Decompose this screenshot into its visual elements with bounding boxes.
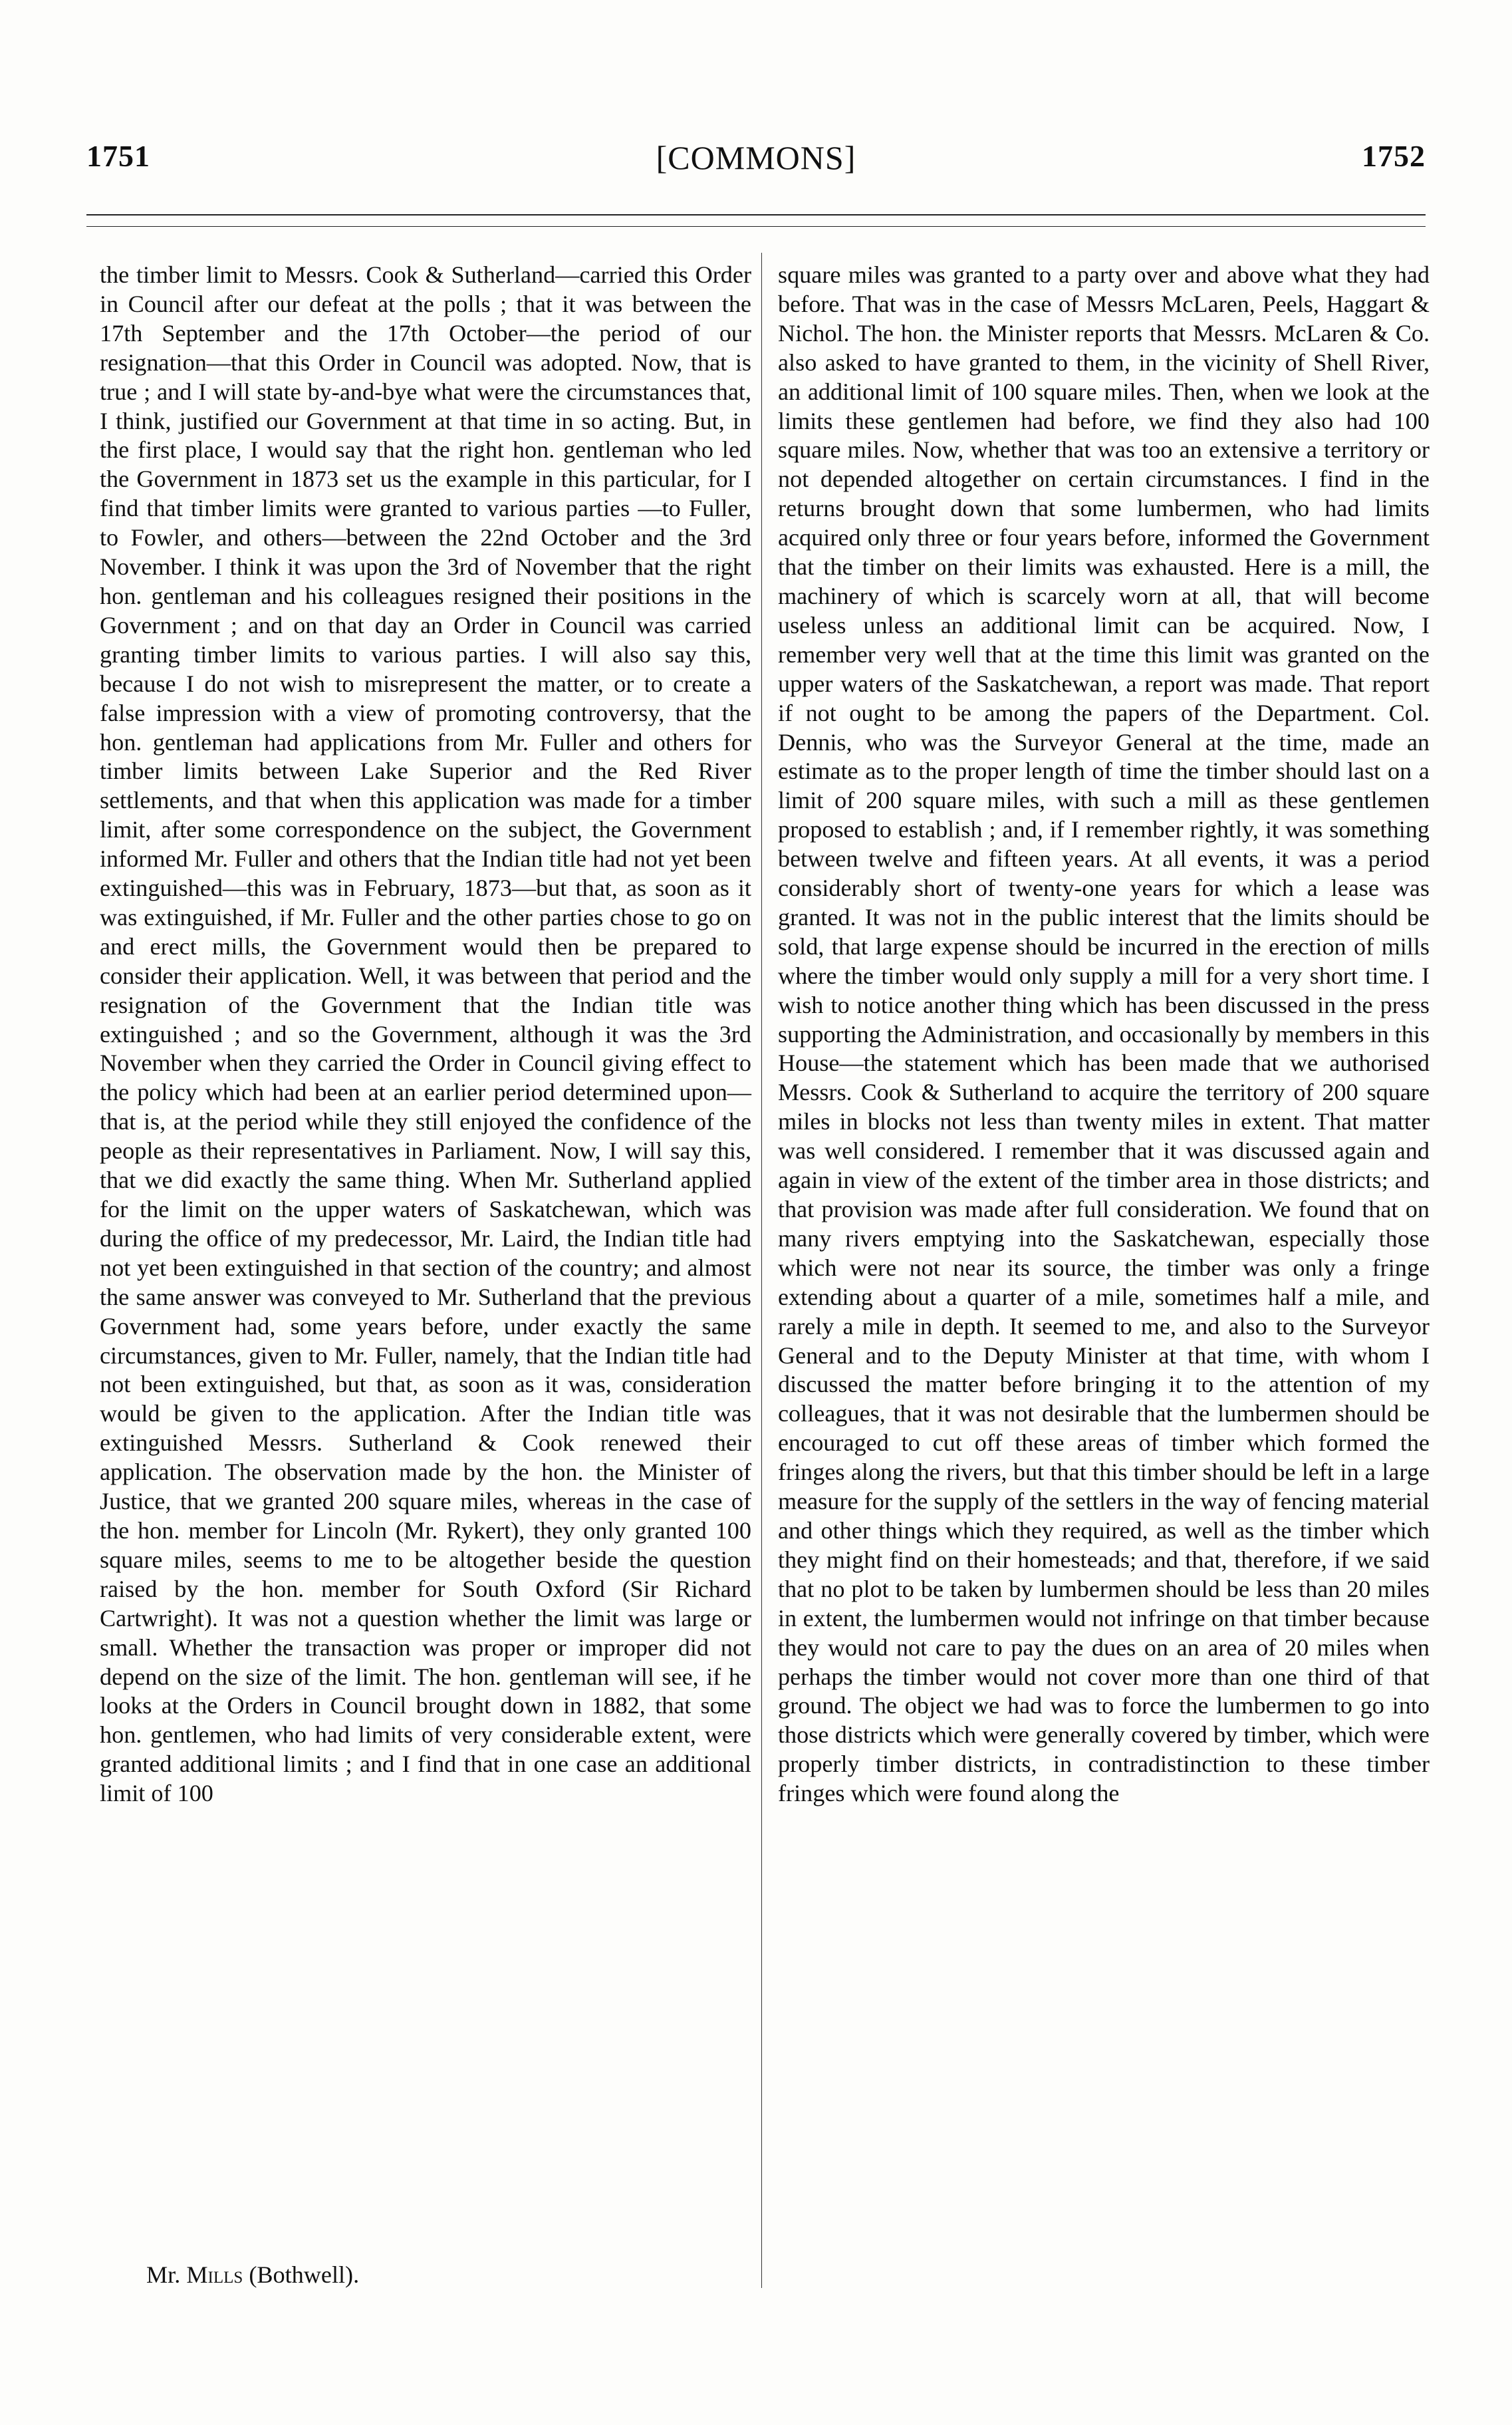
speaker-prefix: Mr. xyxy=(146,2261,181,2288)
section-title: [COMMONS] xyxy=(656,139,856,176)
speaker-constituency: (Bothwell). xyxy=(249,2261,360,2288)
left-column xyxy=(100,261,751,1808)
column-divider xyxy=(761,253,762,2288)
page-header xyxy=(86,138,1426,185)
page-number-right: 1752 xyxy=(1362,139,1426,173)
speaker-attribution xyxy=(146,2260,359,2289)
header-rule-top xyxy=(86,214,1426,215)
header-rule-bottom xyxy=(86,226,1426,227)
left-column-text: the timber limit to Messrs. Cook & Sutherland—carried this Order in Council after our defeat at the polls ; that it was between the 17th September and the 17th October—the period of our resignation—that this Order in Council was adopted. Now, that is true ; and I will state by-and-bye what were the circumstances that, I think, justified our Government at that time in so acting. But, in the first place, I would say that the right hon. gentleman who led the Government in 1873 set us the example in this particular, for I find that timber limits were granted to various parties —to Fuller, to Fowler, and others—between the 22nd October and the 3rd November. I think it was upon the 3rd of November that the right hon. gentleman and his colleagues resigned their positions in the Government ; and on that day an Order in Council was carried granting timber limits to various parties. I will also say this, because I do not wish to misrepresent the matter, or to create a false impression with a view of promoting controversy, that the hon. gentleman had applications from Mr. Fuller and others for timber limits between Lake Superior and the Red River settlements, and that when this application was made for a timber limit, after some correspondence on the subject, the Government informed Mr. Fuller and others that the Indian title had not yet been extinguished—this was in February, 1873—but that, as soon as it was extinguished, if Mr. Fuller and the other parties chose to go on and erect mills, the Government would then be prepared to consider their application. Well, it was between that period and the resignation of the Government that the Indian title was extinguished ; and so the Government, although it was the 3rd November when they carried the Order in Council giving effect to the policy which had been at an earlier period determined upon—that is, at the period while they still enjoyed the confidence of the people as their representatives in Parliament. Now, I will say this, that we did exactly the same thing. When Mr. Sutherland applied for the limit on the upper waters of Saskatchewan, which was during the office of my predecessor, Mr. Laird, the Indian title had not yet been extinguished in that section of the country; and almost the same answer was conveyed to Mr. Sutherland that the previous Government had, some years before, under exactly the same circumstances, given to Mr. Fuller, namely, that the Indian title had not been extinguished, but that, as soon as it was, consideration would be given to the application. After the Indian title was extinguished Messrs. Sutherland & Cook renewed their application. The observation made by the hon. the Minister of Justice, that we granted 200 square miles, whereas in the case of the hon. member for Lincoln (Mr. Rykert), they only granted 100 square miles, seems to me to be altogether beside the question raised by the hon. member for South Oxford (Sir Richard Cartwright). It was not a question whether the limit was large or small. Whether the transaction was proper or improper did not depend on the size of the limit. The hon. gentleman will see, if he looks at the Orders in Council brought down in 1882, that some hon. gentlemen, who had limits of very considerable extent, were granted additional limits ; and I find that in one case an additional limit of 100 xyxy=(100,261,751,1807)
page-number-left: 1751 xyxy=(86,139,150,173)
right-column xyxy=(778,261,1430,1808)
right-column-text: square miles was granted to a party over and above what they had before. That was in the case of Messrs McLaren, Peels, Haggart & Nichol. The hon. the Minister reports that Messrs. McLaren & Co. also asked to have granted to them, in the vicinity of Shell River, an additional limit of 100 square miles. Then, when we look at the limits these gentlemen had before, we find they also had 100 square miles. Now, whether that was too an extensive a territory or not depended altogether on certain circumstances. I find in the returns brought down that some lumbermen, who had limits acquired only three or four years before, informed the Government that the timber on their limits was exhausted. Here is a mill, the machinery of which is scarcely worn at all, that will become useless unless an additional limit can be acquired. Now, I remember very well that at the time this limit was granted on the upper waters of the Saskatchewan, a report was made. That report if not ought to be among the papers of the Department. Col. Dennis, who was the Surveyor General at the time, made an estimate as to the proper length of time the timber should last on a limit of 200 square miles, with such a mill as these gentlemen proposed to establish ; and, if I remember rightly, it was something between twelve and fifteen years. At all events, it was a period considerably short of twenty-one years for which a lease was granted. It was not in the public interest that the limits should be sold, that large expense should be incurred in the erection of mills where the timber would only supply a mill for a very short time. I wish to notice another thing which has been discussed in the press supporting the Administration, and occasionally by members in this House—the statement which has been made that we authorised Messrs. Cook & Sutherland to acquire the territory of 200 square miles in blocks not less than twenty miles in extent. That matter was well considered. I remember that it was discussed again and again in view of the extent of the timber area in those districts; and that provision was made after full consideration. We found that on many rivers emptying into the Saskatchewan, especially those which were not near its source, the timber was only a fringe extending about a quarter of a mile, sometimes half a mile, and rarely a mile in depth. It seemed to me, and also to the Surveyor General and to the Deputy Minister at that time, with whom I discussed the matter before bringing it to the attention of my colleagues, that it was not desirable that the lumbermen should be encouraged to cut off these areas of timber which formed the fringes along the rivers, but that this timber should be left in a large measure for the supply of the settlers in the way of fencing material and other things which they required, as well as the timber which they might find on their homesteads; and that, therefore, if we said that no plot to be taken by lumbermen should be less than 20 miles in extent, the lumbermen would not infringe on that timber because they would not care to pay the dues on an area of 20 miles when perhaps the timber would not cover more than one third of that ground. The object we had was to force the lumbermen to go into those districts which were generally covered by timber, which were properly timber districts, in contradistinction to these timber fringes which were found along the xyxy=(778,261,1430,1807)
speaker-name: Mills xyxy=(186,2261,243,2288)
